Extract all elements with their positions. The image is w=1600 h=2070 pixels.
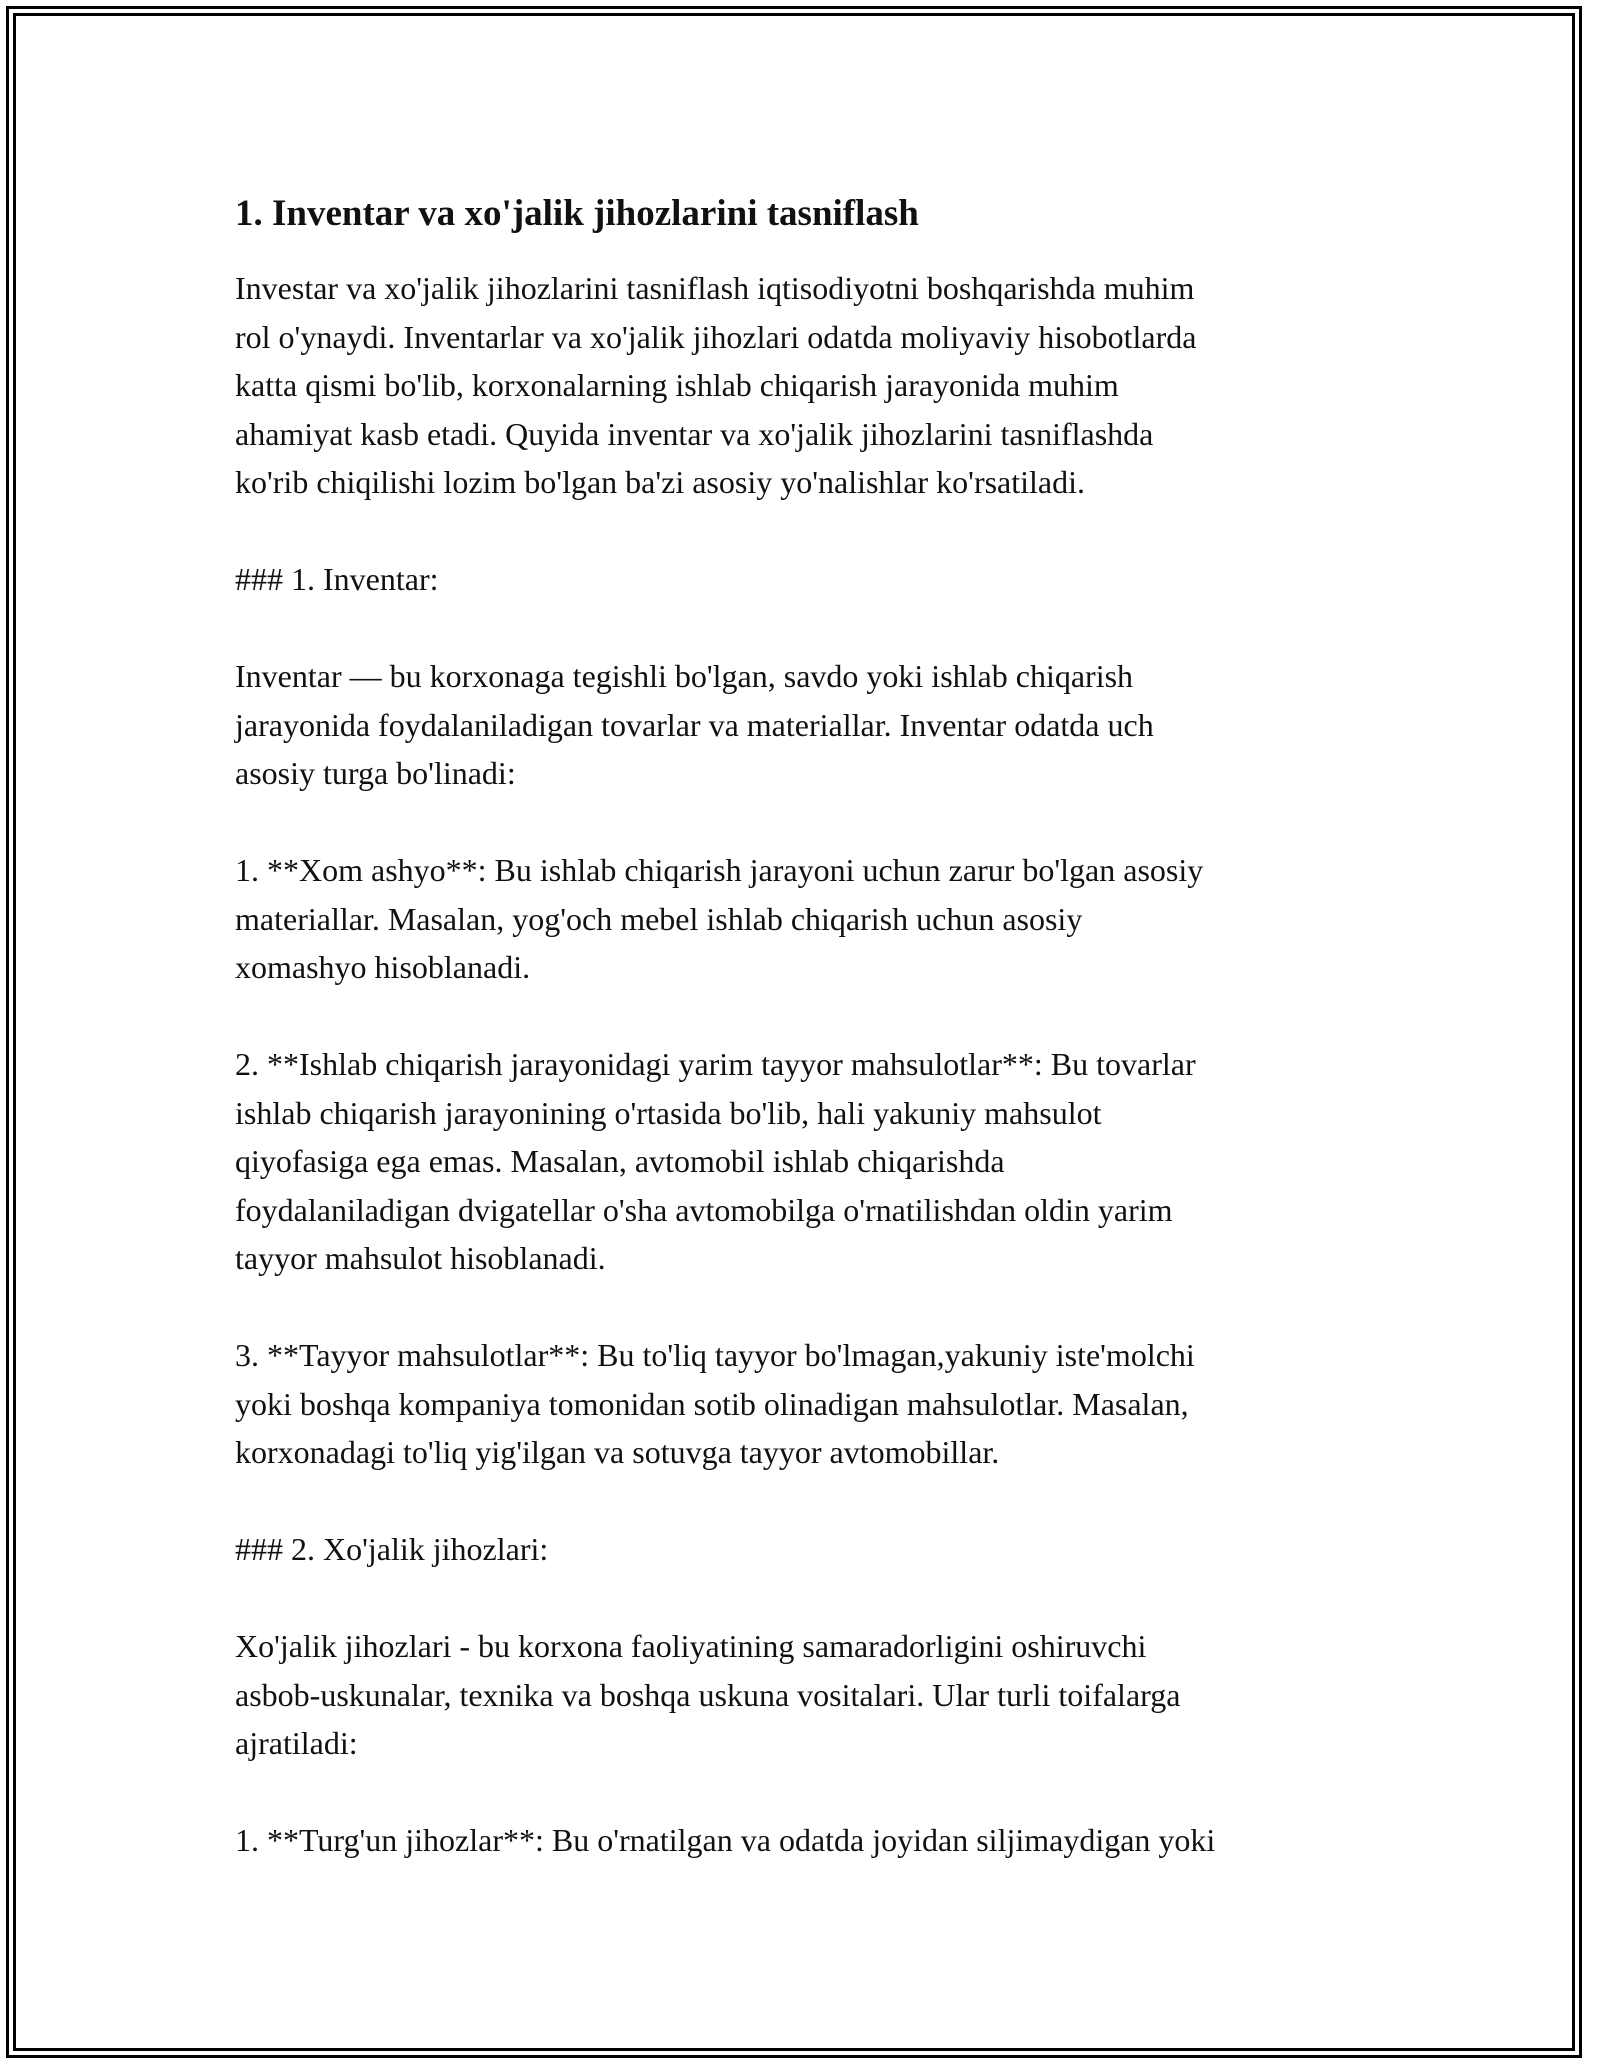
paragraph-list [235, 264, 1385, 1865]
paragraph [235, 1622, 1385, 1768]
document-title: 1. Inventar va xo'jalik jihozlarini tasniflash [235, 193, 919, 234]
text-line: 2. **Ishlab chiqarish jarayonidagi yarim tayyor mahsulotlar**: Bu tovarlar [235, 1046, 1196, 1082]
text-line: tayyor mahsulot hisoblanadi. [235, 1240, 606, 1276]
paragraph [235, 1816, 1385, 1865]
text-line: ishlab chiqarish jarayonining o'rtasida bo'lib, hali yakuniy mahsulot [235, 1094, 1102, 1131]
text-line: asosiy turga bo'linadi: [235, 755, 516, 791]
text-line: ko'rib chiqilishi lozim bo'lgan ba'zi asosiy yo'nalishlar ko'rsatiladi. [235, 464, 1086, 500]
document-body [235, 186, 1385, 1865]
paragraph [235, 1525, 1385, 1574]
text-line: asbob-uskunalar, texnika va boshqa uskuna vositalari. Ular turli toifalarga [235, 1676, 1181, 1713]
text-line: 1. **Xom ashyo**: Bu ishlab chiqarish jarayoni uchun zarur bo'lgan asosiy [235, 852, 1204, 888]
paragraph [235, 555, 1385, 604]
paragraph [235, 264, 1385, 507]
text-line: jarayonida foydalaniladigan tovarlar va materiallar. Inventar odatda uch [235, 706, 1154, 743]
text-line: yoki boshqa kompaniya tomonidan sotib olinadigan mahsulotlar. Masalan, [235, 1385, 1189, 1422]
text-line: korxonadagi to'liq yig'ilgan va sotuvga tayyor avtomobillar. [235, 1434, 1000, 1470]
paragraph [235, 652, 1385, 798]
text-line: materiallar. Masalan, yog'och mebel ishlab chiqarish uchun asosiy [235, 900, 1083, 937]
text-line: ajratiladi: [235, 1725, 358, 1761]
text-line: Investar va xo'jalik jihozlarini tasniflash iqtisodiyotni boshqarishda muhim [235, 270, 1195, 306]
text-line: 3. **Tayyor mahsulotlar**: Bu to'liq tayyor bo'lmagan,yakuniy iste'molchi [235, 1337, 1195, 1373]
text-line: Xo'jalik jihozlari - bu korxona faoliyatining samaradorligini oshiruvchi [235, 1628, 1147, 1664]
text-line: 1. **Turg'un jihozlar**: Bu o'rnatilgan va odatda joyidan siljimaydigan yoki [235, 1822, 1216, 1858]
paragraph [235, 846, 1385, 992]
paragraph [235, 1040, 1385, 1283]
text-line: foydalaniladigan dvigatellar o'sha avtomobilga o'rnatilishdan oldin yarim [235, 1191, 1173, 1228]
text-line: Inventar — bu korxonaga tegishli bo'lgan, savdo yoki ishlab chiqarish [235, 658, 1134, 694]
text-line: xomashyo hisoblanadi. [235, 949, 531, 985]
text-line: ahamiyat kasb etadi. Quyida inventar va xo'jalik jihozlarini tasniflashda [235, 415, 1154, 452]
text-line: qiyofasiga ega emas. Masalan, avtomobil ishlab chiqarishda [235, 1143, 1005, 1179]
text-line: katta qismi bo'lib, korxonalarning ishlab chiqarish jarayonida muhim [235, 367, 1119, 403]
text-line: ### 1. Inventar: [235, 561, 439, 597]
paragraph [235, 1331, 1385, 1477]
text-line: rol o'ynaydi. Inventarlar va xo'jalik jihozlari odatda moliyaviy hisobotlarda [235, 318, 1197, 355]
text-line: ### 2. Xo'jalik jihozlari: [235, 1531, 549, 1567]
